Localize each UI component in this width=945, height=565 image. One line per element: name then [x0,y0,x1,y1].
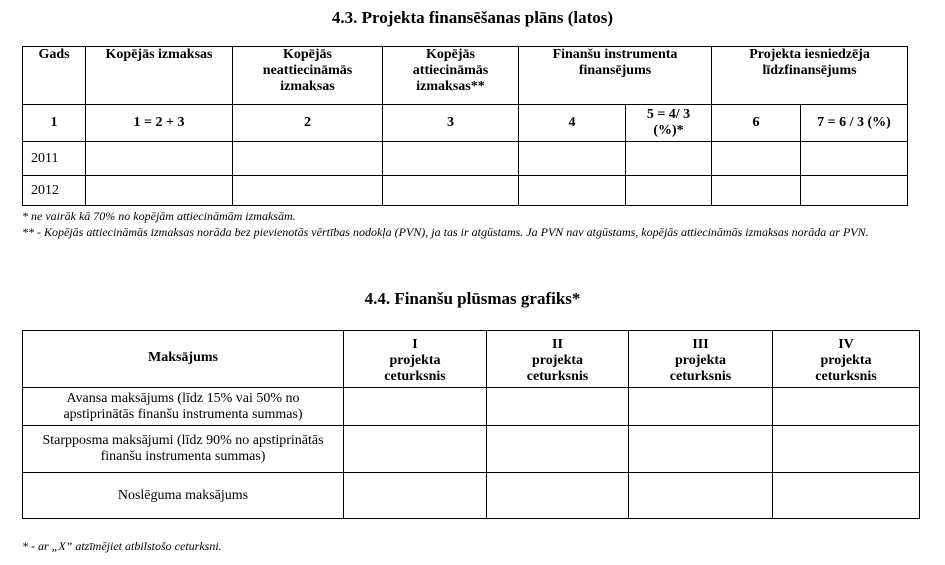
num-cell: 2 [233,105,383,142]
quarter-roman: III [692,337,709,352]
num-cell: 4 [519,105,626,142]
mark-cell[interactable] [629,388,773,426]
input-cell[interactable] [801,142,908,176]
header-eligible-costs: Kopējās attiecināmās izmaksas** [383,47,519,105]
table-row [23,473,920,519]
quarter-roman: IV [838,337,854,352]
number-row [23,105,908,142]
quarter-label: projekta [820,353,872,368]
quarter-label: projekta [389,353,441,368]
input-cell[interactable] [712,176,801,206]
mark-cell[interactable] [629,473,773,519]
footnote-vat: ** - Kopējās attiecināmās izmaksas norāda bez pievienotās vērtības nodokļa (PVN), ja tas ir atgūstams. Ja PVN nav atgūstams, kopējās attiecināmās izmaksas norāda ar PVN. [22,225,869,239]
header-row [23,47,908,105]
mark-cell[interactable] [344,473,487,519]
header-quarter-3 [629,331,773,388]
mark-cell[interactable] [773,473,920,519]
input-cell[interactable] [626,176,712,206]
num-cell: 1 = 2 + 3 [86,105,233,142]
num-cell: 1 [23,105,86,142]
year-cell: 2012 [23,176,86,206]
quarter-roman: I [412,337,418,352]
mark-cell[interactable] [773,388,920,426]
year-cell: 2011 [23,142,86,176]
quarter-label: ceturksnis [815,369,877,384]
input-cell[interactable] [383,142,519,176]
payment-label-interim: Starpposma maksājumi (līdz 90% no apstiprinātās finanšu instrumenta summas) [23,426,344,473]
num-cell: 3 [383,105,519,142]
table-row [23,388,920,426]
header-instrument-financing: Finanšu instrumenta finansējums [519,47,712,105]
quarter-label: projekta [674,353,727,368]
quarter-label: ceturksnis [669,369,732,384]
quarter-label: ceturksnis [384,369,446,384]
num-cell: 7 = 6 / 3 (%) [801,105,908,142]
payment-label-final: Noslēguma maksājums [23,473,344,519]
mark-cell[interactable] [773,426,920,473]
mark-cell[interactable] [487,388,629,426]
quarter-label: ceturksnis [526,369,589,384]
input-cell[interactable] [233,176,383,206]
header-total-costs: Kopējās izmaksas [86,47,233,105]
quarter-label: projekta [531,353,584,368]
cashflow-schedule-title: 4.4. Finanšu plūsmas grafiks* [364,289,581,308]
input-cell[interactable] [712,142,801,176]
input-cell[interactable] [233,142,383,176]
header-quarter-4 [773,331,920,388]
quarter-roman: II [552,337,563,352]
payment-label-advance: Avansa maksājums (līdz 15% vai 50% no apstiprinātās finanšu instrumenta summas) [23,388,344,426]
header-payment: Maksājums [23,331,344,388]
input-cell[interactable] [86,142,233,176]
header-year: Gads [23,47,86,105]
financing-plan-title: 4.3. Projekta finansēšanas plāns (latos) [331,8,614,27]
footnote-max-70: * ne vairāk kā 70% no kopējām attiecināmām izmaksām. [22,209,296,223]
mark-cell[interactable] [487,473,629,519]
input-cell[interactable] [519,142,626,176]
input-cell[interactable] [519,176,626,206]
num-cell: 6 [712,105,801,142]
table-row [23,142,908,176]
header-quarter-2 [487,331,629,388]
input-cell[interactable] [801,176,908,206]
financing-plan-table [22,46,908,206]
header-cofinancing: Projekta iesniedzēja līdzfinansējums [712,47,908,105]
table-row [23,426,920,473]
cashflow-schedule-table [22,330,920,519]
mark-cell[interactable] [344,388,487,426]
mark-cell[interactable] [344,426,487,473]
mark-cell[interactable] [487,426,629,473]
header-non-eligible-costs: Kopējās neattiecināmās izmaksas [233,47,383,105]
table-row [23,176,908,206]
input-cell[interactable] [383,176,519,206]
input-cell[interactable] [626,142,712,176]
footnote-mark-quarter: * - ar „X” atzīmējiet atbilstošo ceturksni. [22,539,222,553]
header-quarter-1 [344,331,487,388]
mark-cell[interactable] [629,426,773,473]
header-row [23,331,920,388]
num-cell: 5 = 4/ 3 (%)* [626,105,712,142]
input-cell[interactable] [86,176,233,206]
